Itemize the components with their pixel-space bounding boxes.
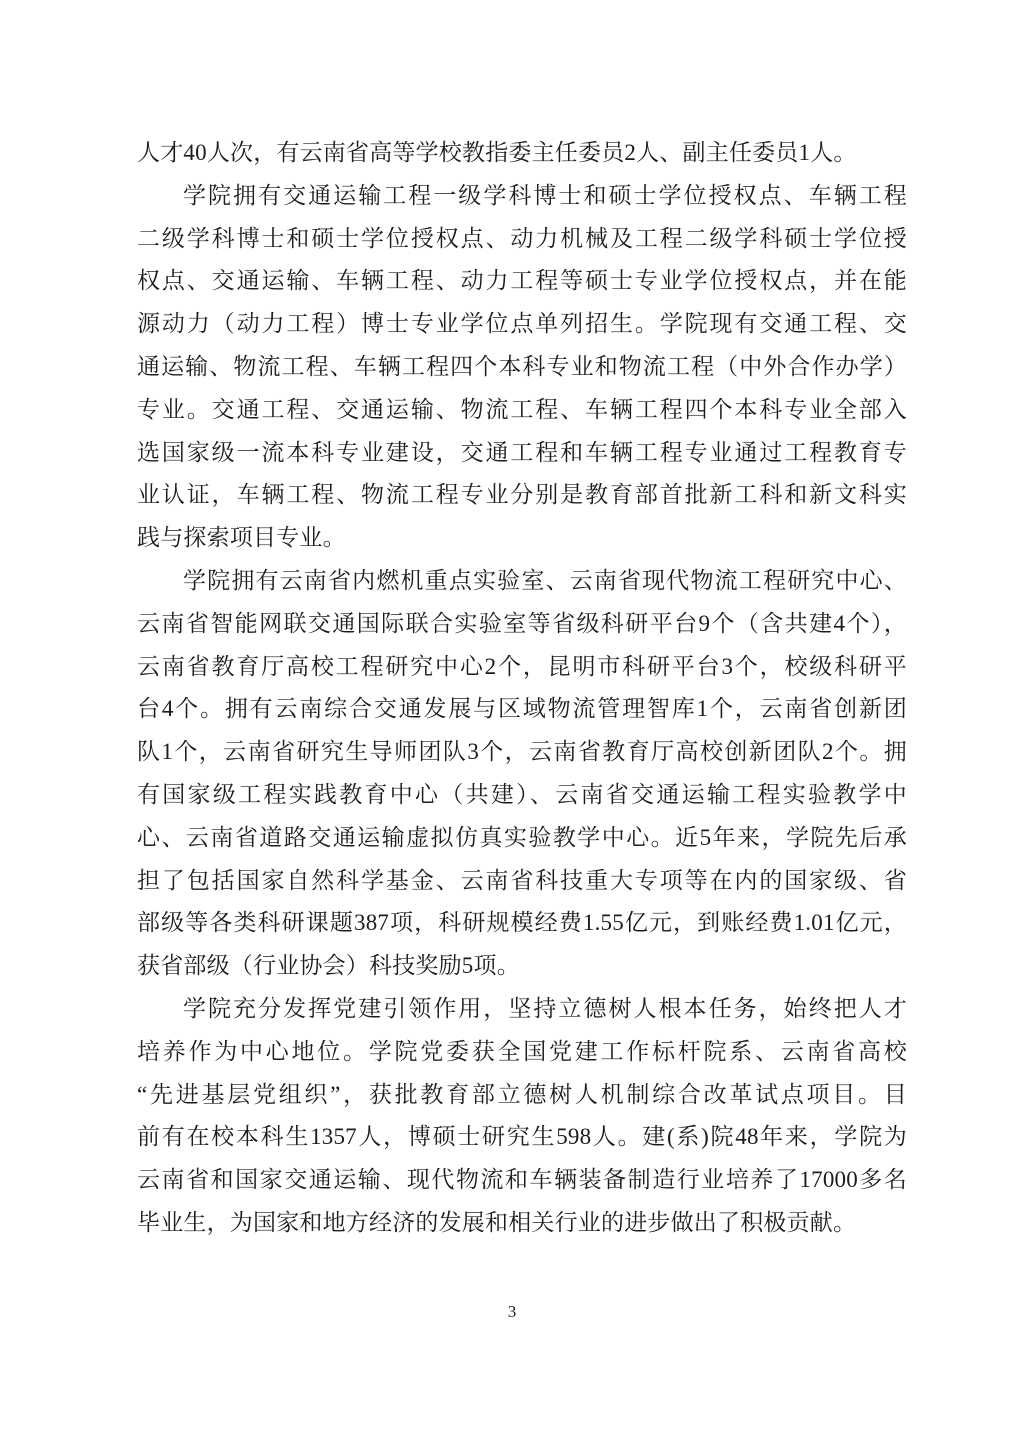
text-line: 获省部级（行业协会）科技奖励5项。	[137, 953, 520, 979]
page-number: 3	[507, 1302, 517, 1321]
text-line: 云南省智能网联交通国际联合实验室等省级科研平台9个（含共建4个），	[137, 610, 907, 636]
text-line: 业认证，车辆工程、物流工程专业分别是教育部首批新工科和新文科实	[137, 482, 907, 508]
text-line: 专业。交通工程、交通运输、物流工程、车辆工程四个本科专业全部入	[137, 396, 907, 422]
text-line: 学院拥有交通运输工程一级学科博士和硕士学位授权点、车辆工程	[183, 182, 907, 208]
text-line: 云南省教育厅高校工程研究中心2个，昆明市科研平台3个，校级科研平	[137, 653, 907, 679]
text-line: 心、云南省道路交通运输虚拟仿真实验教学中心。近5年来，学院先后承	[137, 824, 907, 850]
body-text	[137, 132, 907, 1245]
text-line: 人才40人次，有云南省高等学校教指委主任委员2人、副主任委员1人。	[137, 140, 857, 165]
text-line: 二级学科博士和硕士学位授权点、动力机械及工程二级学科硕士学位授	[137, 225, 907, 251]
text-line: 担了包括国家自然科学基金、云南省科技重大专项等在内的国家级、省	[137, 867, 907, 893]
text-line: 前有在校本科生1357人，博硕士研究生598人。建(系)院48年来，学院为	[137, 1124, 907, 1150]
text-line: 源动力（动力工程）博士专业学位点单列招生。学院现有交通工程、交	[137, 311, 907, 337]
text-line: “先进基层党组织”，获批教育部立德树人机制综合改革试点项目。目	[137, 1081, 907, 1107]
text-line: 培养作为中心地位。学院党委获全国党建工作标杆院系、云南省高校	[137, 1038, 907, 1064]
text-line: 毕业生，为国家和地方经济的发展和相关行业的进步做出了积极贡献。	[137, 1209, 857, 1235]
text-line: 部级等各类科研课题387项，科研规模经费1.55亿元，到账经费1.01亿元，	[137, 910, 907, 936]
text-line: 践与探索项目专业。	[137, 525, 346, 551]
text-line: 选国家级一流本科专业建设，交通工程和车辆工程专业通过工程教育专	[137, 439, 907, 465]
text-line: 学院充分发挥党建引领作用，坚持立德树人根本任务，始终把人才	[183, 995, 907, 1021]
text-line: 云南省和国家交通运输、现代物流和车辆装备制造行业培养了17000多名	[137, 1167, 907, 1193]
text-line: 学院拥有云南省内燃机重点实验室、云南省现代物流工程研究中心、	[183, 567, 907, 593]
text-line: 台4个。拥有云南综合交通发展与区域物流管理智库1个，云南省创新团	[137, 696, 907, 722]
text-line: 有国家级工程实践教育中心（共建）、云南省交通运输工程实验教学中	[137, 781, 907, 807]
text-line: 队1个，云南省研究生导师团队3个，云南省教育厅高校创新团队2个。拥	[137, 739, 907, 765]
text-line: 权点、交通运输、车辆工程、动力工程等硕士专业学位授权点，并在能	[137, 268, 907, 294]
text-line: 通运输、物流工程、车辆工程四个本科专业和物流工程（中外合作办学）	[137, 353, 907, 379]
